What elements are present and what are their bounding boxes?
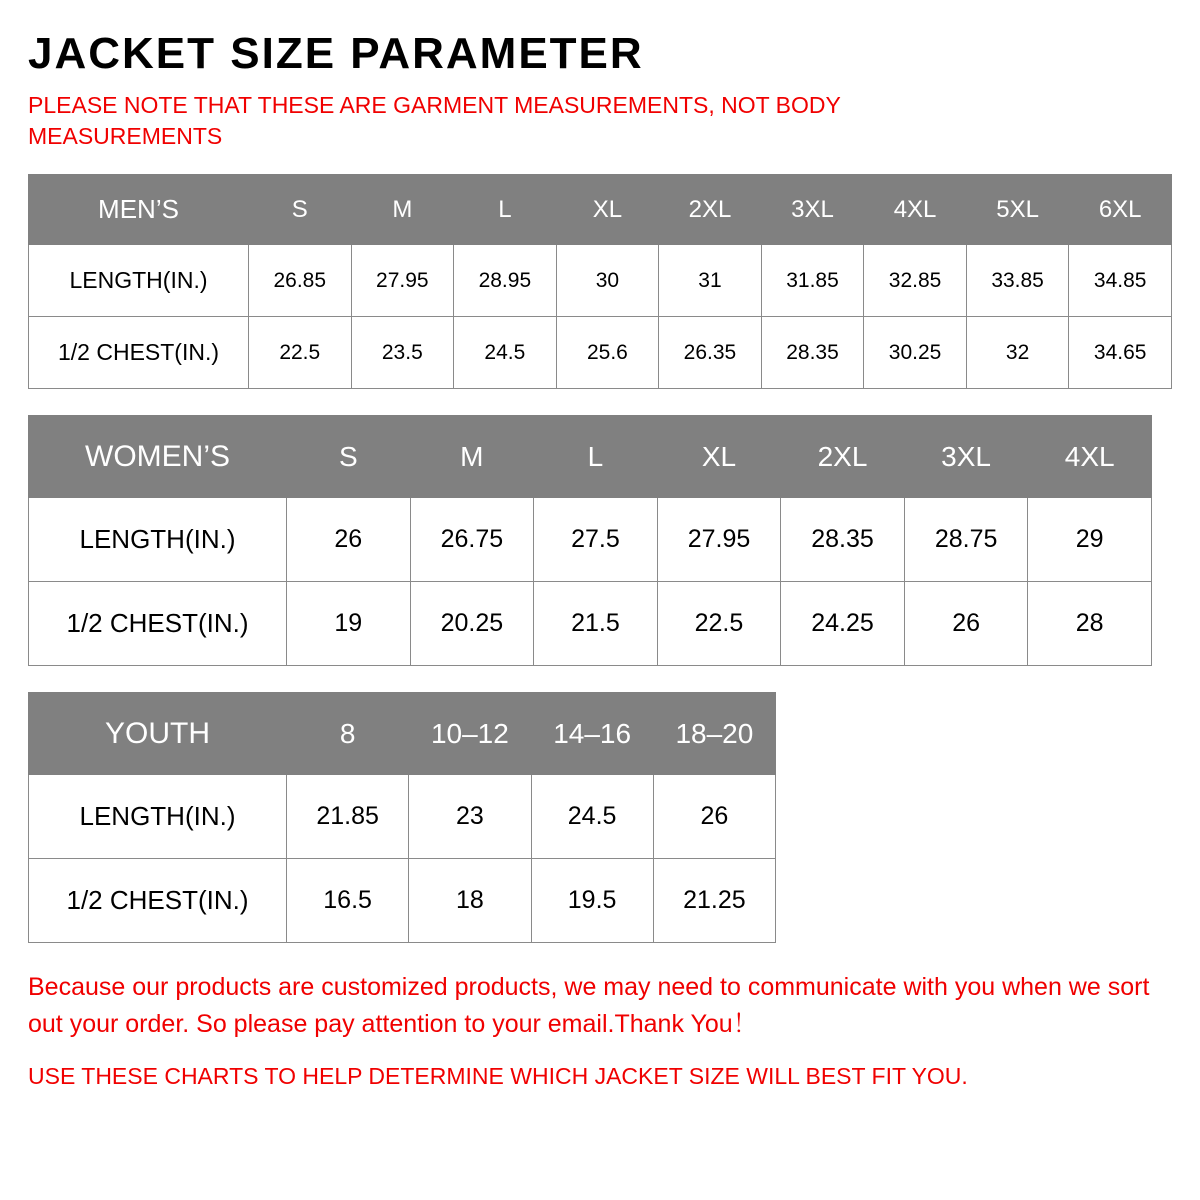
table-header-row xyxy=(29,693,776,775)
mens-row-label: LENGTH(IN.) xyxy=(29,245,249,317)
mens-header-size: 3XL xyxy=(761,175,864,245)
table-cell: 31.85 xyxy=(761,245,864,317)
table-cell: 21.5 xyxy=(534,582,658,666)
table-cell: 28.35 xyxy=(781,498,905,582)
womens-header-label: WOMEN’S xyxy=(29,416,287,498)
table-cell: 33.85 xyxy=(966,245,1069,317)
page-title: JACKET SIZE PARAMETER xyxy=(28,29,644,78)
mens-header-size: 4XL xyxy=(864,175,967,245)
table-cell: 31 xyxy=(659,245,762,317)
table-cell: 25.6 xyxy=(556,317,659,389)
table-cell: 19.5 xyxy=(531,859,653,943)
table-cell: 30 xyxy=(556,245,659,317)
mens-header-size: 5XL xyxy=(966,175,1069,245)
mens-row-label: 1/2 CHEST(IN.) xyxy=(29,317,249,389)
womens-header-size: XL xyxy=(657,416,781,498)
womens-header-size: 4XL xyxy=(1028,416,1152,498)
customization-note: Because our products are customized products, we may need to communicate with you when we sort out your order. So please pay attention to your email.Thank You！ xyxy=(28,973,1150,1038)
table-cell: 16.5 xyxy=(287,859,409,943)
table-cell: 28.75 xyxy=(904,498,1028,582)
womens-header-size: S xyxy=(287,416,411,498)
table-cell: 21.85 xyxy=(287,775,409,859)
table-cell: 27.95 xyxy=(351,245,454,317)
table-cell: 19 xyxy=(287,582,411,666)
youth-header-size: 10–12 xyxy=(409,693,531,775)
table-cell: 28 xyxy=(1028,582,1152,666)
womens-header-size: L xyxy=(534,416,658,498)
table-cell: 27.95 xyxy=(657,498,781,582)
table-cell: 24.5 xyxy=(531,775,653,859)
table-row xyxy=(29,317,1172,389)
table-cell: 26.85 xyxy=(249,245,352,317)
mens-size-table xyxy=(28,174,1172,389)
table-cell: 22.5 xyxy=(249,317,352,389)
womens-row-label: LENGTH(IN.) xyxy=(29,498,287,582)
mens-header-size: M xyxy=(351,175,454,245)
womens-header-size: 3XL xyxy=(904,416,1028,498)
table-row xyxy=(29,859,776,943)
table-cell: 32.85 xyxy=(864,245,967,317)
table-header-row xyxy=(29,175,1172,245)
mens-header-size: L xyxy=(454,175,557,245)
table-row xyxy=(29,775,776,859)
table-cell: 24.5 xyxy=(454,317,557,389)
table-cell: 29 xyxy=(1028,498,1152,582)
table-cell: 26.35 xyxy=(659,317,762,389)
youth-size-table xyxy=(28,692,776,943)
womens-header-size: 2XL xyxy=(781,416,905,498)
garment-measurement-note: PLEASE NOTE THAT THESE ARE GARMENT MEASUREMENTS, NOT BODY MEASUREMENTS xyxy=(28,92,841,150)
mens-header-label: MEN’S xyxy=(29,175,249,245)
table-cell: 27.5 xyxy=(534,498,658,582)
table-row xyxy=(29,245,1172,317)
table-cell: 18 xyxy=(409,859,531,943)
table-cell: 26 xyxy=(287,498,411,582)
table-cell: 23 xyxy=(409,775,531,859)
table-cell: 21.25 xyxy=(653,859,775,943)
table-cell: 23.5 xyxy=(351,317,454,389)
table-cell: 22.5 xyxy=(657,582,781,666)
mens-header-size: 6XL xyxy=(1069,175,1172,245)
youth-header-size: 8 xyxy=(287,693,409,775)
youth-row-label: LENGTH(IN.) xyxy=(29,775,287,859)
table-cell: 26 xyxy=(653,775,775,859)
table-cell: 20.25 xyxy=(410,582,534,666)
table-cell: 32 xyxy=(966,317,1069,389)
mens-header-size: 2XL xyxy=(659,175,762,245)
table-cell: 28.35 xyxy=(761,317,864,389)
table-cell: 30.25 xyxy=(864,317,967,389)
table-cell: 24.25 xyxy=(781,582,905,666)
chart-usage-note: USE THESE CHARTS TO HELP DETERMINE WHICH JACKET SIZE WILL BEST FIT YOU. xyxy=(28,1062,968,1089)
womens-header-size: M xyxy=(410,416,534,498)
table-cell: 34.65 xyxy=(1069,317,1172,389)
mens-header-size: XL xyxy=(556,175,659,245)
table-cell: 26 xyxy=(904,582,1028,666)
womens-row-label: 1/2 CHEST(IN.) xyxy=(29,582,287,666)
womens-size-table xyxy=(28,415,1152,666)
table-header-row xyxy=(29,416,1152,498)
youth-row-label: 1/2 CHEST(IN.) xyxy=(29,859,287,943)
table-cell: 26.75 xyxy=(410,498,534,582)
table-row xyxy=(29,582,1152,666)
table-cell: 34.85 xyxy=(1069,245,1172,317)
youth-header-size: 18–20 xyxy=(653,693,775,775)
table-cell: 28.95 xyxy=(454,245,557,317)
table-row xyxy=(29,498,1152,582)
youth-header-size: 14–16 xyxy=(531,693,653,775)
mens-header-size: S xyxy=(249,175,352,245)
youth-header-label: YOUTH xyxy=(29,693,287,775)
